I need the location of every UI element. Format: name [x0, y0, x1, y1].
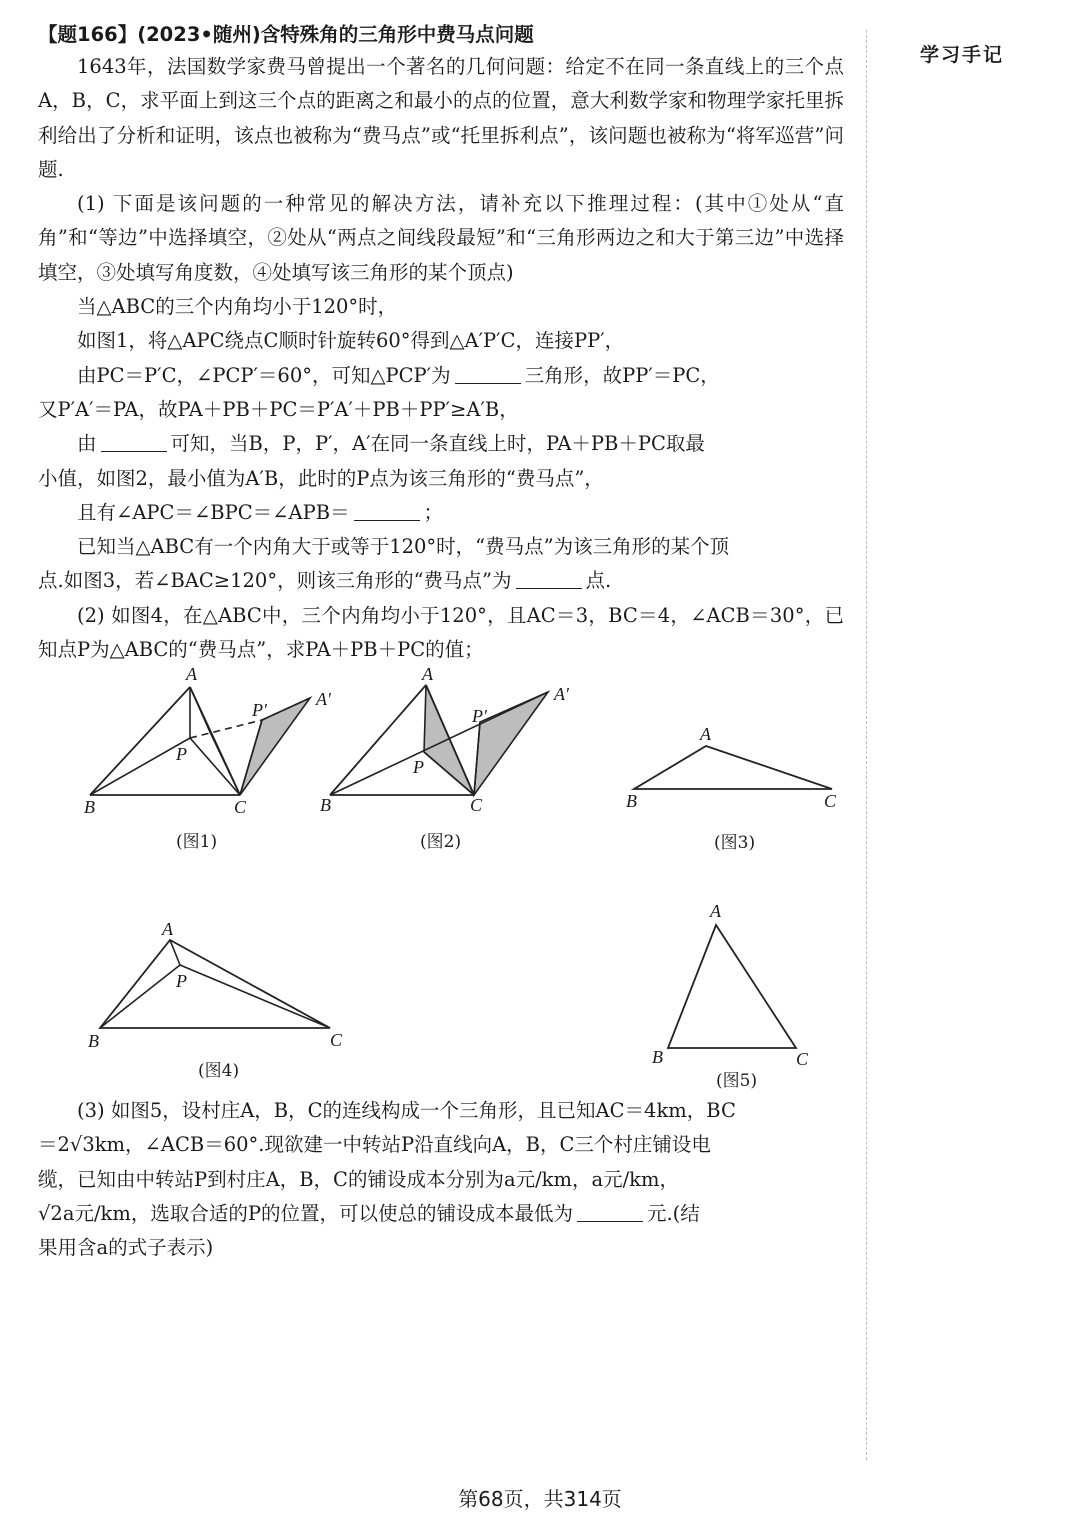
part3	[38, 1094, 844, 1265]
label-c: C	[330, 1030, 343, 1050]
label-a-prime: A′	[316, 689, 331, 709]
part3-line	[38, 1197, 844, 1231]
part1-line: 已知当△ABC有一个内角大于或等于120°时，“费马点”为该三角形的某个顶	[77, 535, 730, 559]
part1-text: 点.如图3，若∠BAC≥120°，则该三角形的“费马点”为	[38, 569, 512, 593]
part1-line: 如图1，将△APC绕点C顺时针旋转60°得到△A′P′C，连接PP′，	[77, 329, 625, 353]
label-b: B	[84, 797, 95, 817]
label-b: B	[88, 1031, 99, 1051]
part1-text: 可知，当B，P，P′，A′在同一条直线上时，PA＋PB＋PC取最	[170, 432, 705, 456]
part1-line: 又P′A′＝PA，故PA＋PB＋PC＝P′A′＋PB＋PP′≥A′B，	[38, 397, 519, 421]
part1-prompt: (1) 下面是该问题的一种常见的解决方法，请补充以下推理过程：(其中①处从“直角”和“等边”中选择填空，②处从“两点之间线段最短”和“三角形两边之和大于第三边”中选择填空，③处填写角度数，④处填写该三角形的某个顶点)	[38, 192, 844, 284]
label-p: P	[176, 971, 187, 991]
part1-text: 三角形，故PP′＝PC，	[524, 363, 720, 387]
label-b: B	[652, 1047, 663, 1067]
figure-4-caption: (图4)	[198, 1061, 240, 1081]
label-b: B	[626, 791, 637, 811]
part1-text: 点.	[585, 569, 612, 593]
figure-2-caption: (图2)	[420, 832, 462, 852]
label-c: C	[796, 1049, 809, 1069]
part1-text: ；	[423, 500, 444, 524]
label-c: C	[824, 791, 837, 811]
notes-label: 学习手记	[920, 44, 1005, 66]
label-a: A	[162, 919, 173, 939]
part3-line: (3) 如图5，设村庄A，B，C的连线构成一个三角形，且已知AC＝4km，BC	[77, 1099, 736, 1122]
part1-text: 由	[77, 432, 97, 456]
intro-paragraph: 1643年，法国数学家费马曾提出一个著名的几何问题：给定不在同一条直线上的三个点A，B，C，求平面上到这三个点的距离之和最小的点的位置，意大利数学家和物理学家托里拆利给出了分析和证明，该点也被称为“费马点”或“托里拆利点”，该问题也被称为“将军巡营”问题.	[38, 55, 844, 181]
part1-text: 由PC＝P′C，∠PCP′＝60°，可知△PCP′为	[77, 363, 451, 387]
label-a-prime: A′	[554, 684, 569, 704]
page-footer: 第68页，共314页	[458, 1487, 622, 1511]
part3-text: 元.(结	[646, 1201, 700, 1225]
label-a: A	[700, 724, 711, 744]
part1-line: 小值，如图2，最小值为A′B，此时的P点为该三角形的“费马点”，	[38, 466, 604, 490]
label-c: C	[234, 797, 247, 817]
label-a: A	[422, 664, 433, 684]
part3-line: 缆，已知由中转站P到村庄A，B，C的铺设成本分别为a元/km，a元/km，	[38, 1167, 679, 1191]
figure-3-caption: (图3)	[714, 833, 756, 853]
label-p-prime: P′	[252, 700, 267, 720]
figure-5-caption: (图5)	[716, 1071, 758, 1091]
label-p: P	[176, 744, 187, 764]
label-p-prime: P′	[472, 706, 487, 726]
figure-1-caption: (图1)	[176, 832, 218, 852]
label-a: A	[186, 664, 197, 684]
part3-line: ＝2√3km，∠ACB＝60°.现欲建一中转站P沿直线向A，B，C三个村庄铺设电	[38, 1133, 711, 1157]
label-a: A	[710, 901, 721, 921]
answer-blank-5[interactable]	[577, 1201, 643, 1222]
part3-text: √2a元/km，选取合适的P的位置，可以使总的铺设成本最低为	[38, 1201, 573, 1225]
part2-paragraph: (2) 如图4，在△ABC中，三个内角均小于120°，且AC＝3，BC＝4，∠ACB＝30°，已知点P为△ABC的“费马点”，求PA＋PB＋PC的值；	[38, 603, 844, 662]
label-p: P	[413, 757, 424, 777]
part1-line: 当△ABC的三个内角均小于120°时，	[77, 295, 398, 319]
part1-text: 且有∠APC＝∠BPC＝∠APB＝	[77, 500, 350, 524]
problem-title: 【题166】(2023•随州)含特殊角的三角形中费马点问题	[38, 23, 534, 46]
part3-line: 果用含a的式子表示)	[38, 1236, 214, 1260]
label-b: B	[320, 795, 331, 815]
label-c: C	[470, 795, 483, 815]
